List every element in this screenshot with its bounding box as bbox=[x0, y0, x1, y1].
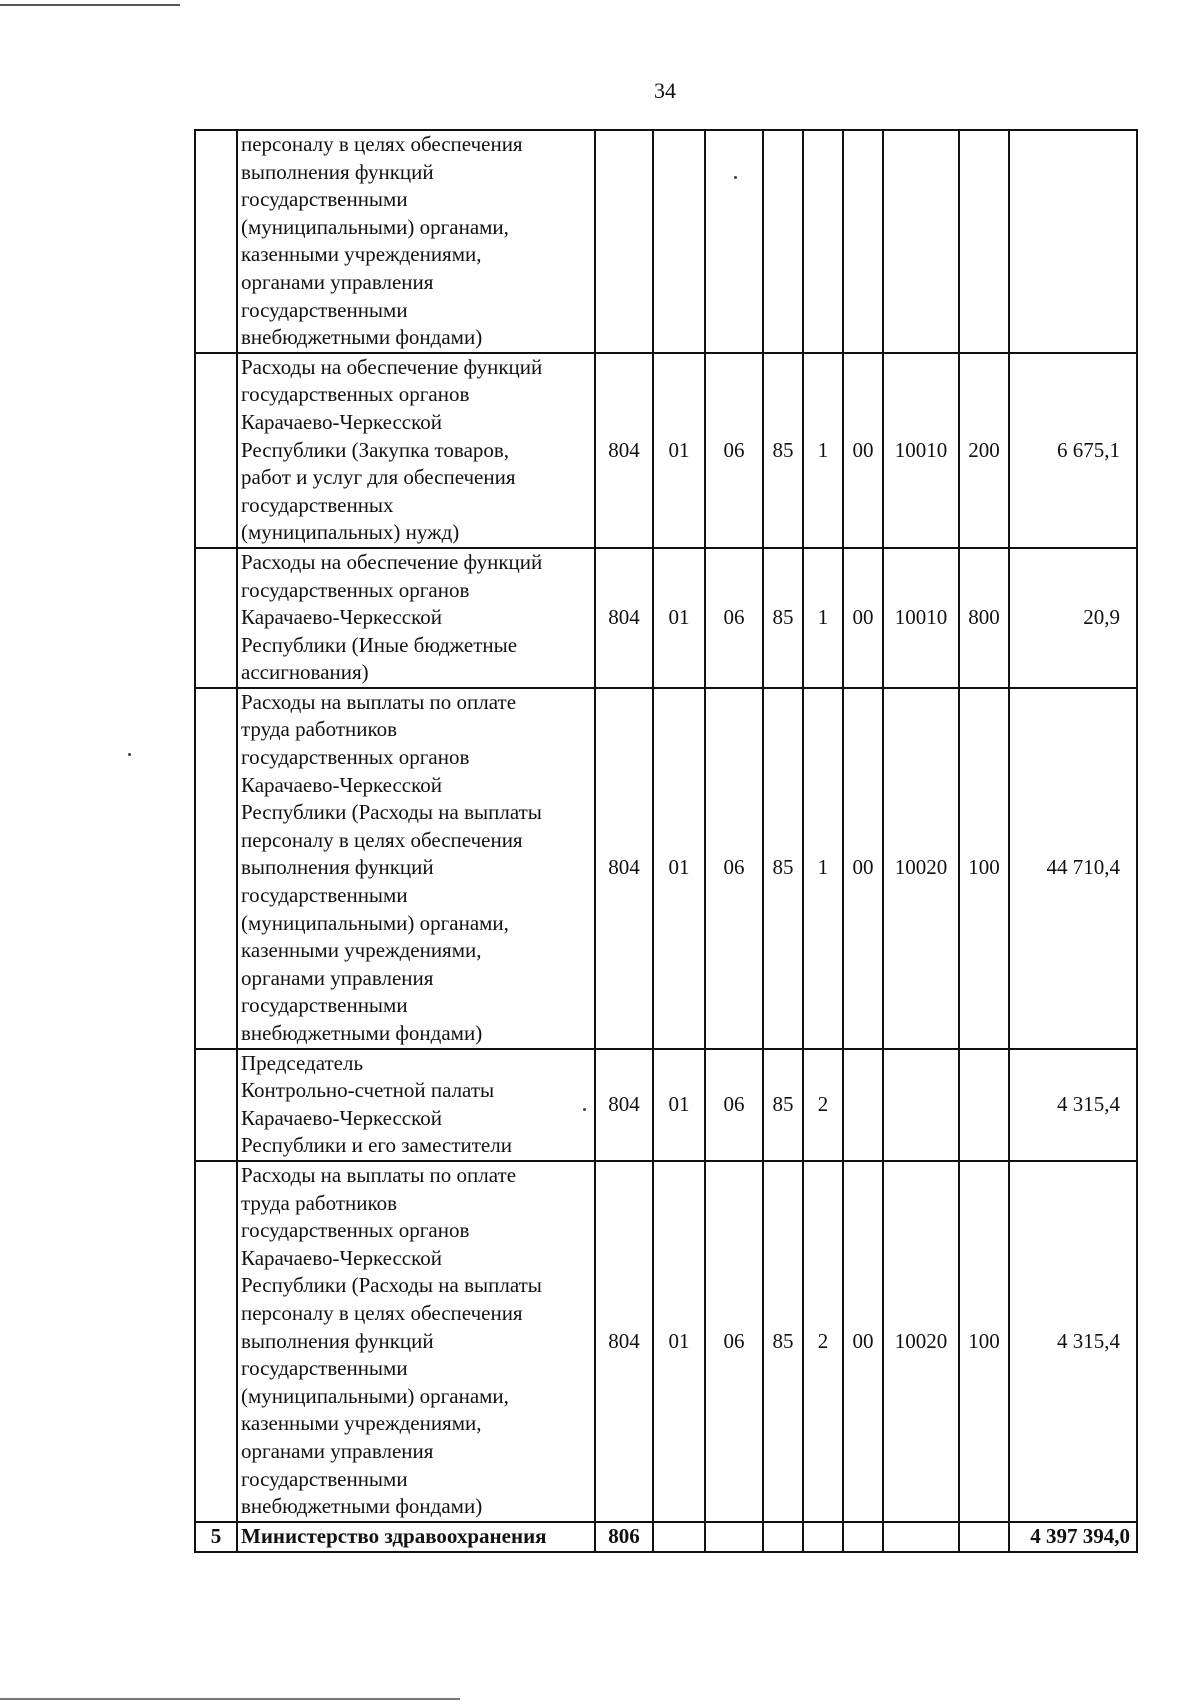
expense-name-line: государственных органов bbox=[241, 745, 470, 770]
expense-name-cell bbox=[237, 688, 595, 1049]
scan-speck bbox=[734, 176, 737, 179]
vr-cell: 200 bbox=[959, 353, 1009, 548]
expense-name-line: персоналу в целях обеспечения bbox=[241, 1300, 523, 1325]
amount-cell: 4 315,4 bbox=[1009, 1161, 1137, 1522]
target-code-1-cell: 85 bbox=[763, 1049, 803, 1161]
expense-name-line: (муниципальными) органами, bbox=[241, 910, 509, 935]
target-code-2-cell: 2 bbox=[803, 1049, 843, 1161]
empty-cell bbox=[653, 1522, 705, 1552]
ministry-total-row bbox=[195, 1522, 1137, 1552]
target-code-4-cell: 10010 bbox=[883, 548, 959, 688]
pr-cell: 06 bbox=[705, 688, 763, 1049]
expense-name-line: Карачаево-Черкесской bbox=[241, 772, 443, 797]
expense-name-line: казенными учреждениями, bbox=[241, 1411, 482, 1436]
expense-name-line: выполнения функций bbox=[241, 159, 434, 184]
row-number-cell bbox=[195, 130, 237, 353]
target-code-1-cell: 85 bbox=[763, 688, 803, 1049]
expense-name-line: Контрольно-счетной палаты bbox=[241, 1078, 495, 1103]
expense-name-line: казенными учреждениями, bbox=[241, 938, 482, 963]
target-code-4-cell bbox=[883, 130, 959, 353]
expense-name-line: Республики (Расходы на выплаты bbox=[241, 1273, 542, 1298]
expense-name-line: органами управления bbox=[241, 965, 434, 990]
rz-cell: 01 bbox=[653, 688, 705, 1049]
expense-name-line: ассигнования) bbox=[241, 660, 369, 685]
expense-name-line: государственными bbox=[241, 883, 408, 908]
rz-cell: 01 bbox=[653, 548, 705, 688]
expense-name-line: государственных органов bbox=[241, 577, 470, 602]
expense-name-line: персоналу в целях обеспечения bbox=[241, 827, 523, 852]
target-code-3-cell: 00 bbox=[843, 1161, 883, 1522]
expense-name-line: (муниципальных) нужд) bbox=[241, 520, 460, 545]
page-number bbox=[0, 78, 1200, 104]
amount-cell: 20,9 bbox=[1009, 548, 1137, 688]
rz-cell bbox=[653, 130, 705, 353]
table-row bbox=[195, 353, 1137, 548]
scan-speck bbox=[128, 753, 131, 756]
target-code-1-cell: 85 bbox=[763, 548, 803, 688]
expense-name-line: Расходы на обеспечение функций bbox=[241, 549, 543, 574]
target-code-2-cell: 1 bbox=[803, 353, 843, 548]
row-number-cell bbox=[195, 1161, 237, 1522]
expense-name-line: внебюджетными фондами) bbox=[241, 1021, 483, 1045]
target-code-2-cell: 1 bbox=[803, 688, 843, 1049]
pr-cell: 06 bbox=[705, 353, 763, 548]
target-code-1-cell bbox=[763, 130, 803, 353]
expense-name-cell bbox=[237, 1161, 595, 1522]
expense-name-cell bbox=[237, 130, 595, 353]
target-code-1-cell: 85 bbox=[763, 353, 803, 548]
budget-table bbox=[194, 129, 1138, 1553]
expense-name-line: выполнения функций bbox=[241, 1328, 434, 1353]
target-code-2-cell bbox=[803, 130, 843, 353]
vr-cell: 100 bbox=[959, 1161, 1009, 1522]
expense-name-line: государственными bbox=[241, 1356, 408, 1381]
expense-name-line: государственных bbox=[241, 492, 394, 517]
expense-name-line: государственными bbox=[241, 993, 408, 1018]
expense-name-line: (муниципальными) органами, bbox=[241, 1383, 509, 1408]
rz-cell: 01 bbox=[653, 1049, 705, 1161]
scan-speck bbox=[583, 1108, 586, 1111]
expense-name-line: органами управления bbox=[241, 269, 434, 294]
target-code-2-cell: 1 bbox=[803, 548, 843, 688]
target-code-4-cell bbox=[883, 1049, 959, 1161]
expense-name-line: Республики (Иные бюджетные bbox=[241, 632, 518, 657]
target-code-3-cell: 00 bbox=[843, 353, 883, 548]
target-code-4-cell: 10020 bbox=[883, 1161, 959, 1522]
vr-cell: 800 bbox=[959, 548, 1009, 688]
expense-name-line: государственных органов bbox=[241, 1218, 470, 1243]
target-code-2-cell: 2 bbox=[803, 1161, 843, 1522]
expense-name-line: Расходы на выплаты по оплате bbox=[241, 1162, 517, 1187]
gr-cell: 806 bbox=[595, 1522, 653, 1552]
expense-name-line: органами управления bbox=[241, 1438, 434, 1463]
target-code-1-cell: 85 bbox=[763, 1161, 803, 1522]
amount-cell: 44 710,4 bbox=[1009, 688, 1137, 1049]
vr-cell bbox=[959, 130, 1009, 353]
table-row bbox=[195, 688, 1137, 1049]
empty-cell bbox=[803, 1522, 843, 1552]
expense-name-line: Председатель bbox=[241, 1050, 364, 1075]
target-code-3-cell bbox=[843, 1049, 883, 1161]
expense-name-cell bbox=[237, 1049, 595, 1161]
table-row bbox=[195, 1049, 1137, 1161]
target-code-3-cell: 00 bbox=[843, 688, 883, 1049]
row-number-cell bbox=[195, 688, 237, 1049]
expense-name-line: труда работников bbox=[241, 717, 398, 742]
scan-edge-bottom bbox=[0, 1698, 460, 1700]
empty-cell bbox=[763, 1522, 803, 1552]
rz-cell: 01 bbox=[653, 353, 705, 548]
budget-table-body bbox=[195, 130, 1137, 1552]
expense-name-line: Республики (Закупка товаров, bbox=[241, 437, 510, 462]
row-number-cell: 5 bbox=[195, 1522, 237, 1552]
expense-name-line: (муниципальными) органами, bbox=[241, 214, 509, 239]
rz-cell: 01 bbox=[653, 1161, 705, 1522]
vr-cell bbox=[959, 1049, 1009, 1161]
row-number-cell bbox=[195, 353, 237, 548]
expense-name-line: государственными bbox=[241, 297, 408, 322]
ministry-amount-cell: 4 397 394,0 bbox=[1009, 1522, 1137, 1552]
expense-name-line: внебюджетными фондами) bbox=[241, 1494, 483, 1519]
expense-name-line: Республики и его заместители bbox=[241, 1133, 512, 1158]
expense-name-line: государственных органов bbox=[241, 382, 470, 407]
expense-name-line: внебюджетными фондами) bbox=[241, 325, 483, 350]
table-row bbox=[195, 130, 1137, 353]
amount-cell: 6 675,1 bbox=[1009, 353, 1137, 548]
target-code-3-cell bbox=[843, 130, 883, 353]
expense-name-line: персоналу в целях обеспечения bbox=[241, 132, 523, 156]
expense-name-line: государственными bbox=[241, 1466, 408, 1491]
amount-cell: 4 315,4 bbox=[1009, 1049, 1137, 1161]
target-code-4-cell: 10020 bbox=[883, 688, 959, 1049]
empty-cell bbox=[705, 1522, 763, 1552]
expense-name-line: Карачаево-Черкесской bbox=[241, 1245, 443, 1270]
expense-name-line: Карачаево-Черкесской bbox=[241, 1105, 443, 1130]
scan-edge-top bbox=[0, 4, 180, 6]
amount-cell bbox=[1009, 130, 1137, 353]
expense-name-cell bbox=[237, 548, 595, 688]
row-number-cell bbox=[195, 1049, 237, 1161]
expense-name-line: Расходы на выплаты по оплате bbox=[241, 689, 517, 714]
table-row bbox=[195, 1161, 1137, 1522]
expense-name-line: Карачаево-Черкесской bbox=[241, 409, 443, 434]
empty-cell bbox=[843, 1522, 883, 1552]
expense-name-line: выполнения функций bbox=[241, 855, 434, 880]
gr-cell bbox=[595, 130, 653, 353]
expense-name-line: казенными учреждениями, bbox=[241, 242, 482, 267]
expense-name-line: труда работников bbox=[241, 1190, 398, 1215]
page-number-text: 34 bbox=[654, 78, 676, 103]
row-number-cell bbox=[195, 548, 237, 688]
expense-name-cell bbox=[237, 353, 595, 548]
expense-name-line: государственными bbox=[241, 187, 408, 212]
pr-cell: 06 bbox=[705, 1049, 763, 1161]
expense-name-line: Расходы на обеспечение функций bbox=[241, 354, 543, 379]
target-code-4-cell: 10010 bbox=[883, 353, 959, 548]
gr-cell: 804 bbox=[595, 1049, 653, 1161]
target-code-3-cell: 00 bbox=[843, 548, 883, 688]
vr-cell: 100 bbox=[959, 688, 1009, 1049]
expense-name-line: работ и услуг для обеспечения bbox=[241, 465, 516, 490]
pr-cell bbox=[705, 130, 763, 353]
table-row bbox=[195, 548, 1137, 688]
ministry-name-cell: Министерство здравоохранения bbox=[237, 1522, 595, 1552]
gr-cell: 804 bbox=[595, 688, 653, 1049]
gr-cell: 804 bbox=[595, 353, 653, 548]
gr-cell: 804 bbox=[595, 548, 653, 688]
pr-cell: 06 bbox=[705, 548, 763, 688]
empty-cell bbox=[959, 1522, 1009, 1552]
expense-name-line: Карачаево-Черкесской bbox=[241, 605, 443, 630]
pr-cell: 06 bbox=[705, 1161, 763, 1522]
expense-name-line: Республики (Расходы на выплаты bbox=[241, 800, 542, 825]
empty-cell bbox=[883, 1522, 959, 1552]
gr-cell: 804 bbox=[595, 1161, 653, 1522]
